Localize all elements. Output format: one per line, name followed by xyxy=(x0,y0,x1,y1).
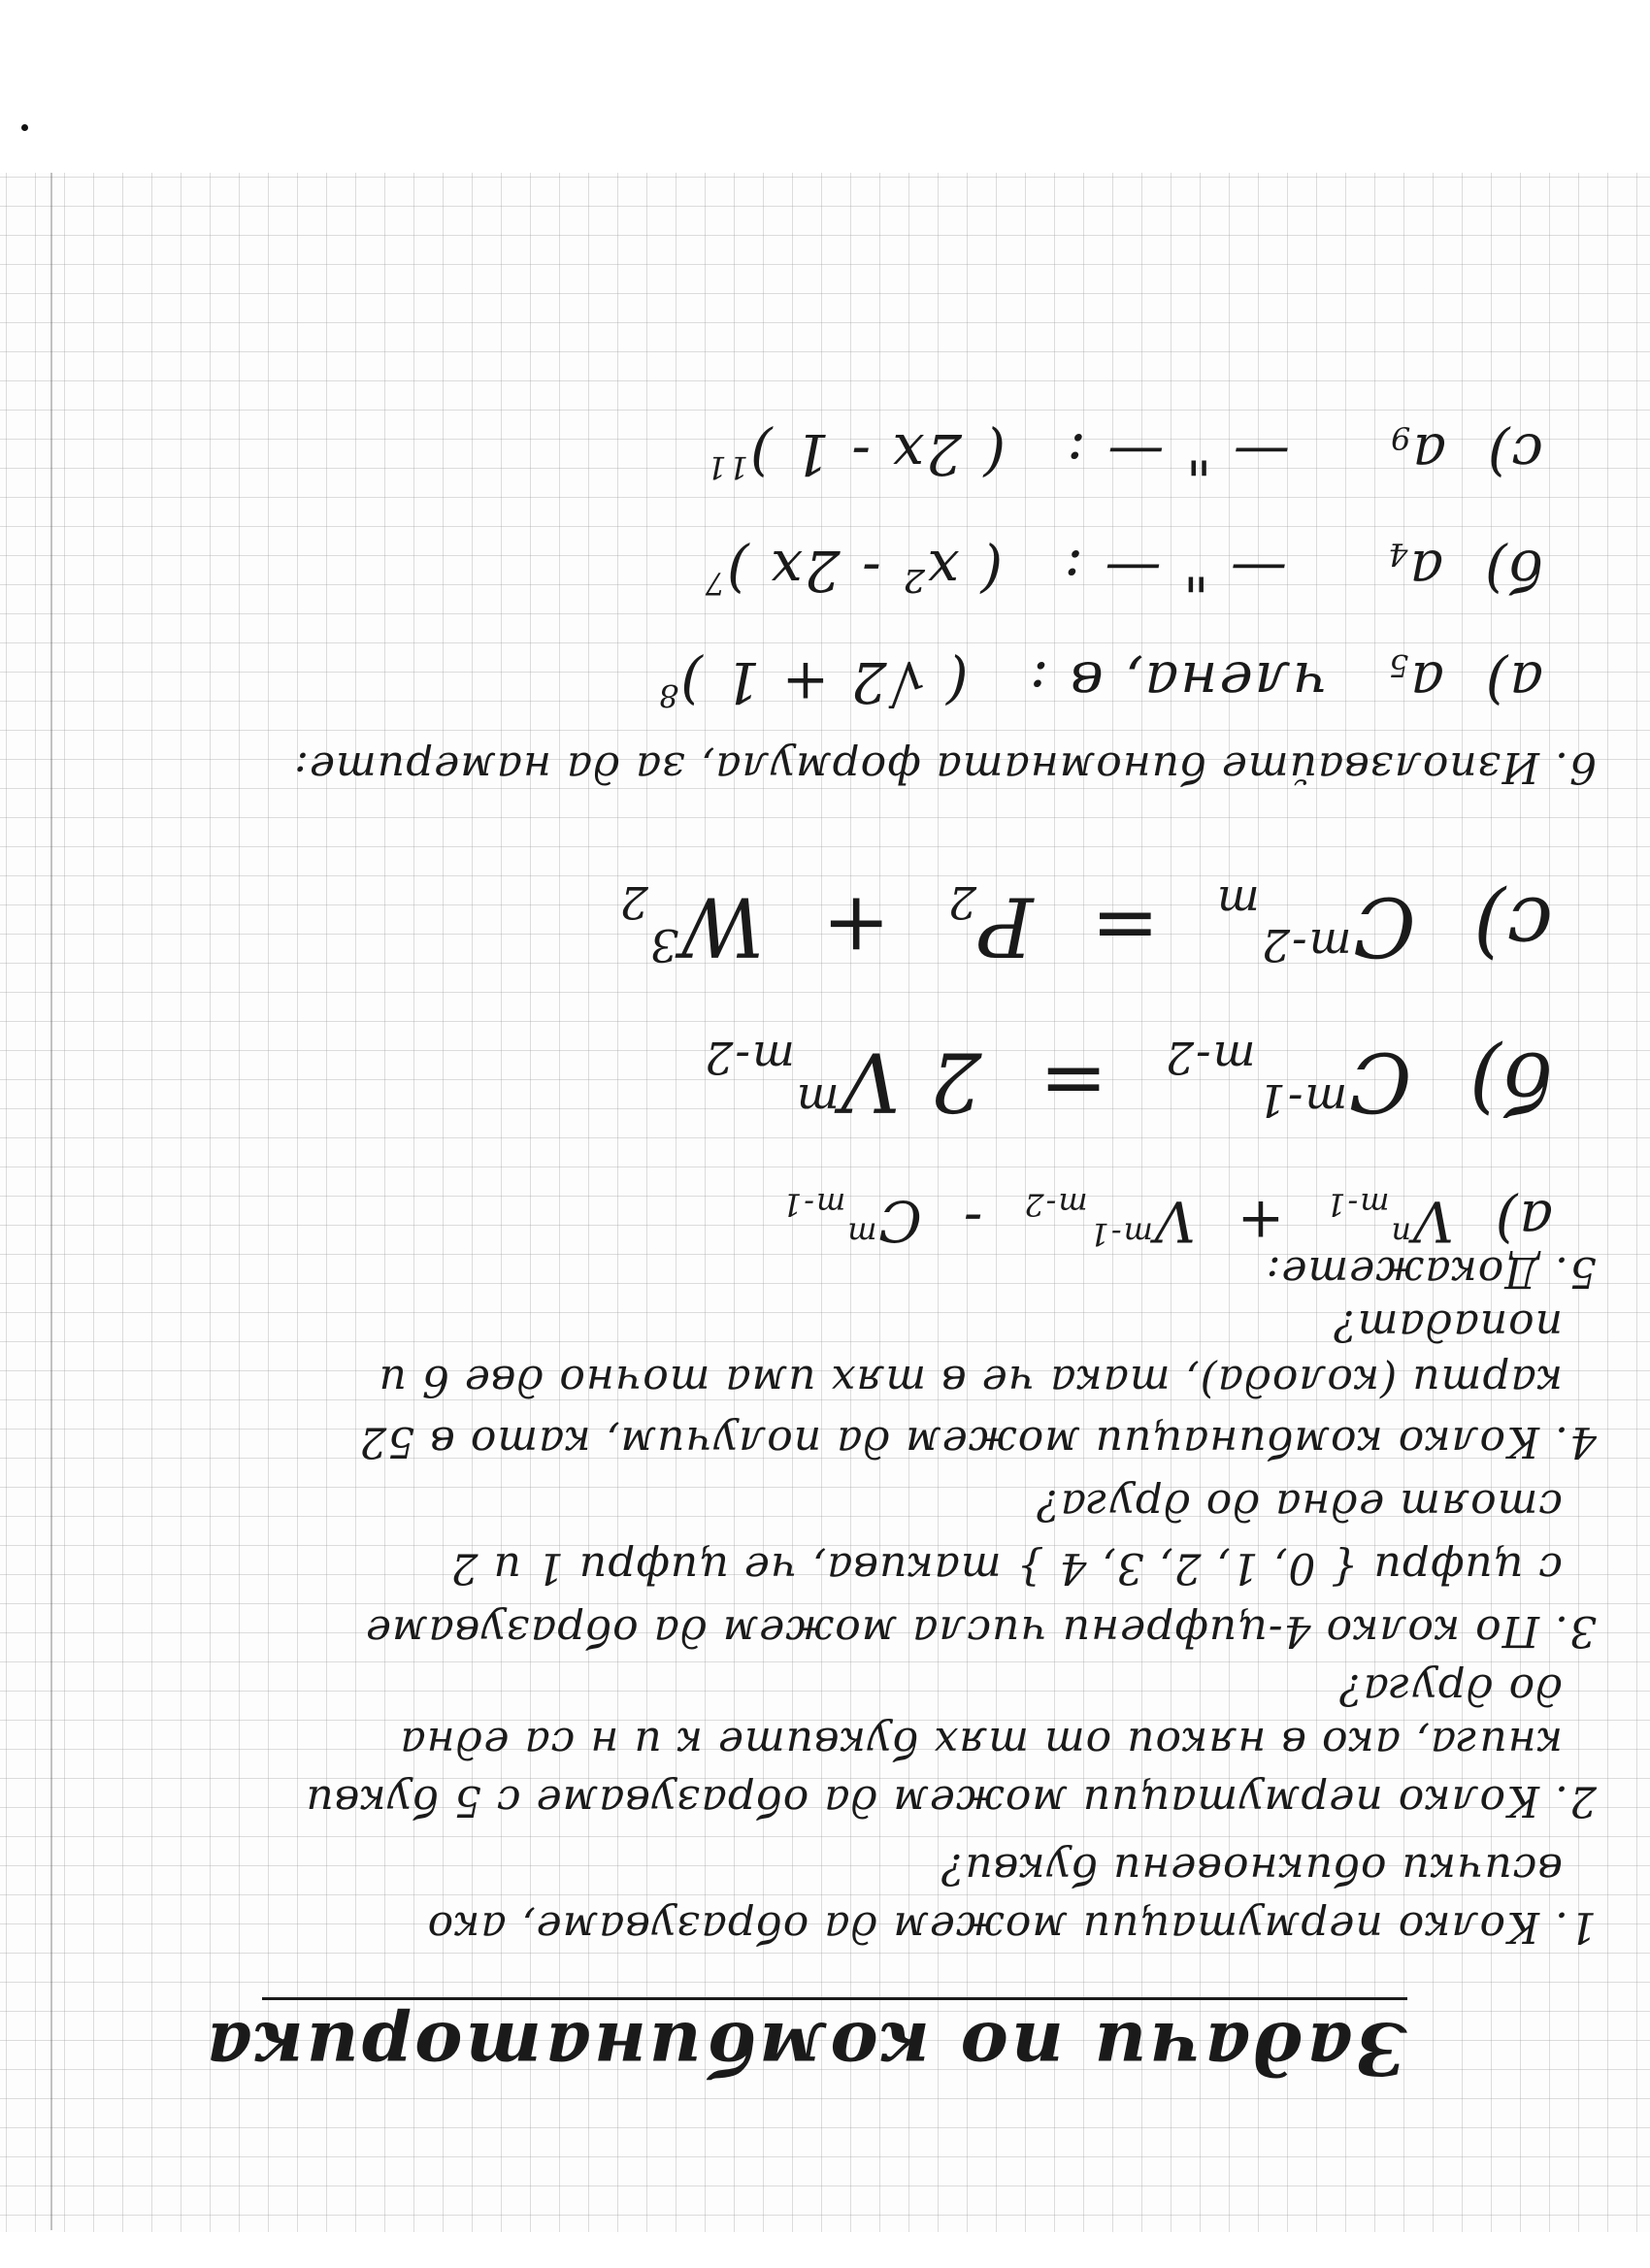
formula-sup: m xyxy=(845,1215,877,1253)
formula-symbol: P xyxy=(976,878,1034,974)
formula-symbol: V xyxy=(1152,1188,1196,1254)
formula-symbol: C xyxy=(876,1188,922,1254)
problem-4-line-2: карти (колода), така че в тях има точно две 6 и xyxy=(378,1356,1563,1405)
problem-4-line-3: попадат? xyxy=(1333,1300,1563,1350)
item-label: a) xyxy=(1493,1188,1553,1254)
title-underline xyxy=(262,1997,1407,2000)
page-title: Задачи по комбинаторика xyxy=(202,2006,1407,2089)
formula-sub: 9 xyxy=(1389,419,1411,457)
formula-operator: - xyxy=(961,1188,983,1254)
formula-sub: 2 xyxy=(945,876,977,930)
formula-symbol: C xyxy=(1347,1034,1412,1130)
problem-1-line-1: 1. Колко пермутации можем да образуваме, ако xyxy=(426,1902,1597,1952)
formula-sup: m-1 xyxy=(1255,1074,1348,1127)
problem-5c-formula xyxy=(617,876,1553,974)
formula-expression: ( √2 + 1 ) xyxy=(678,649,969,715)
problem-4-line-1: 4. Колко комбинации можем да получим, като в 52 xyxy=(358,1417,1597,1466)
problem-5a-formula xyxy=(779,1186,1553,1254)
formula-sub: m-1 xyxy=(779,1186,846,1224)
formula-symbol: W xyxy=(678,878,765,974)
formula-sub: 5 xyxy=(1387,647,1409,685)
problem-6a-line xyxy=(656,647,1543,715)
formula-sup: 11 xyxy=(705,448,748,486)
formula-sup: m-1 xyxy=(1087,1215,1153,1253)
formula-symbol: V xyxy=(839,1034,901,1130)
formula-symbol: a xyxy=(1408,649,1444,715)
formula-sup: m xyxy=(794,1074,840,1127)
item-label: б) xyxy=(1467,1034,1553,1130)
problem-6-heading: 6. Използвайте биномната формула, за да намерите: xyxy=(293,742,1597,792)
problem-6b-line xyxy=(703,536,1543,604)
problem-2-line-2: книга, ако в някои от тях буквите к и н са една xyxy=(399,1718,1563,1767)
item-label: a) xyxy=(1483,649,1543,715)
item-label: б) xyxy=(1482,538,1543,604)
formula-sup: 8 xyxy=(656,676,679,714)
formula-coefficient: 2 xyxy=(928,1034,982,1130)
formula-symbol: a xyxy=(1410,421,1446,487)
item-label: c) xyxy=(1485,421,1543,487)
item-label: c) xyxy=(1471,878,1553,974)
formula-sub: m xyxy=(1214,876,1260,930)
problem-5b-formula xyxy=(703,1032,1553,1130)
formula-sup: 7 xyxy=(703,565,725,603)
formula-symbol: a xyxy=(1407,538,1444,604)
problem-3-line-2: с цифри { 0, 1, 2, 3, 4 } такива, че цифри 1 и 2 xyxy=(449,1543,1563,1593)
problem-3-line-1: 3. По колко 4-цифрени числа можем да образуваме xyxy=(364,1606,1597,1656)
formula-sup: n xyxy=(1389,1215,1412,1253)
formula-symbol: C xyxy=(1351,878,1416,974)
problem-6c-line xyxy=(705,419,1543,487)
problem-2-line-3: до друга? xyxy=(1338,1664,1563,1714)
item-text: — " — : xyxy=(1065,421,1290,487)
formula-sub: m-2 xyxy=(1022,1186,1088,1224)
formula-sup: m-2 xyxy=(1259,919,1352,971)
formula-expression: ( 2x - 1 ) xyxy=(747,421,1006,487)
problem-2-line-1: 2. Колко пермутации можем да образуваме с 5 букви xyxy=(305,1776,1597,1825)
formula-expression: ( x² - 2x ) xyxy=(725,538,1004,604)
formula-sub: 4 xyxy=(1386,536,1408,574)
formula-equals: = xyxy=(1037,1034,1108,1130)
formula-equals: = xyxy=(1089,878,1160,974)
formula-operator: + xyxy=(819,878,891,974)
item-text: — " — : xyxy=(1062,538,1288,604)
item-text: члена, в : xyxy=(1027,649,1328,715)
formula-sub: m-1 xyxy=(1324,1186,1390,1224)
formula-sup: 3 xyxy=(647,919,679,971)
formula-sub: m-2 xyxy=(1163,1032,1256,1085)
problem-1-line-2: всички обикновени букви? xyxy=(940,1844,1563,1893)
problem-3-line-3: стоят една до друга? xyxy=(1036,1480,1563,1529)
problem-5-heading: 5. Докажете: xyxy=(1265,1247,1597,1297)
formula-sub: m-2 xyxy=(703,1032,795,1085)
formula-sub: 2 xyxy=(617,876,648,930)
formula-symbol: V xyxy=(1411,1188,1454,1254)
formula-operator: + xyxy=(1235,1188,1285,1254)
